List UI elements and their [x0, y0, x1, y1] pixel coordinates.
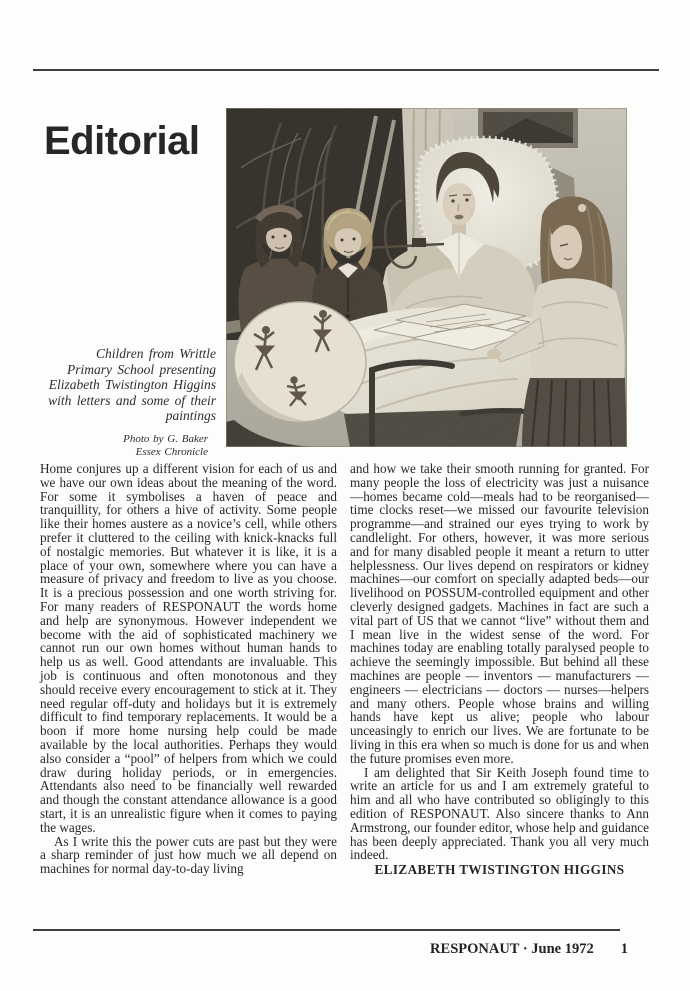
article-column-right	[350, 462, 649, 877]
photo-caption-line: paintings	[165, 408, 216, 424]
article-column-left	[40, 462, 337, 876]
top-rule	[33, 69, 659, 71]
photo-caption-line: with letters and some of their	[48, 392, 216, 408]
article-signature: ELIZABETH TWISTINGTON HIGGINS	[374, 862, 625, 878]
photo-grain	[226, 108, 627, 447]
photo-caption-line: Primary School presenting	[67, 361, 216, 377]
article-paragraph: and how we take their smooth running for granted. For many people the loss of electricity was just a nuisance—homes became cold—meals had to be reorganised—time clocks reset—we missed our favourite television programme—and strained our eyes trying to work by candlelight. For others, however, it was more serious and for many disabled people it meant a return to utter helplessness. Our lives depend on respirators or kidney machines—our comfort on specially adapted beds—our livelihood on POSSUM-controlled equipment and other cleverly designed gadgets. Machines in fact are such a vital part of US that we cannot “live” without them and I mean live in the widest sense of the word. For machines today are enabling totally paralysed people to achieve the seemingly impossible. But behind all these machines are people — inventors — manufacturers — engineers — electricians — doctors — nurses—helpers and many others. People whose brains and willing hands have kept us alive; people who labour unceasingly to enrich our lives. We are fortunate to be living in this era when so much is done for us and when the future promises even more.	[350, 461, 649, 766]
journal-date: RESPONAUT · June 1972	[430, 941, 594, 957]
photo-credit	[40, 433, 216, 458]
article-paragraph: As I write this the power cuts are past but they were a sharp reminder of just how much we all depend on machines for normal day-to-day living	[40, 833, 337, 877]
photo-credit-line: Essex Chronicle	[135, 445, 208, 458]
photo-illustration	[226, 108, 627, 447]
article-paragraph: I am delighted that Sir Keith Joseph found time to write an article for us and I am extremely grateful to him and all who have contributed so obligingly to this edition of RESPONAUT. Also sincere thanks to Ann Armstrong, our founder editor, whose help and guidance has been deeply appreciated. Thank you all very much indeed.	[350, 764, 649, 863]
photo-caption-line: Elizabeth Twistington Higgins	[48, 377, 216, 393]
photo-caption	[40, 346, 216, 458]
editorial-photo	[226, 108, 627, 447]
photo-credit-line: Photo by G. Baker	[123, 432, 208, 445]
bottom-rule	[33, 929, 620, 931]
photo-caption-line: Children from Writtle	[95, 346, 216, 361]
page-number: 1	[620, 941, 628, 957]
page-title: Editorial	[44, 118, 200, 163]
article-paragraph: Home conjures up a different vision for each of us and we have our own ideas about the meaning of the word. For some it symbolises a haven of peace and tranquillity, for others a hive of activity. Some people like their homes austere as a novice’s cell, while others prefer it cluttered to the ceiling with knick-knacks full of nostalgic memories. But whatever it is like, it is a place of your own, somewhere where you can have a measure of privacy and freedom to live as you choose. It is a precious possession and one worth striving for. For many readers of RESPONAUT the words home and help are synonymous. However independent we become with the aid of sophisticated machinery we cannot run our own homes without human hands to help us as well. Good attendants are invaluable. This job is continuous and often monotonous and they should receive every encouragement to stick at it. They need regular off-duty and holidays but it is extremely difficult to find temporary replacements. It would be a boon if more home nursing help could be made available by the local authorities. Perhaps they would also consider a “pool” of helpers from which we could draw during holiday periods, or in emergencies. Attendants also need to be financially well rewarded and though the constant attendance allowance is a good start, it is an unrealistic figure when it comes to paying the wages.	[40, 461, 337, 835]
page-footer	[430, 941, 628, 958]
